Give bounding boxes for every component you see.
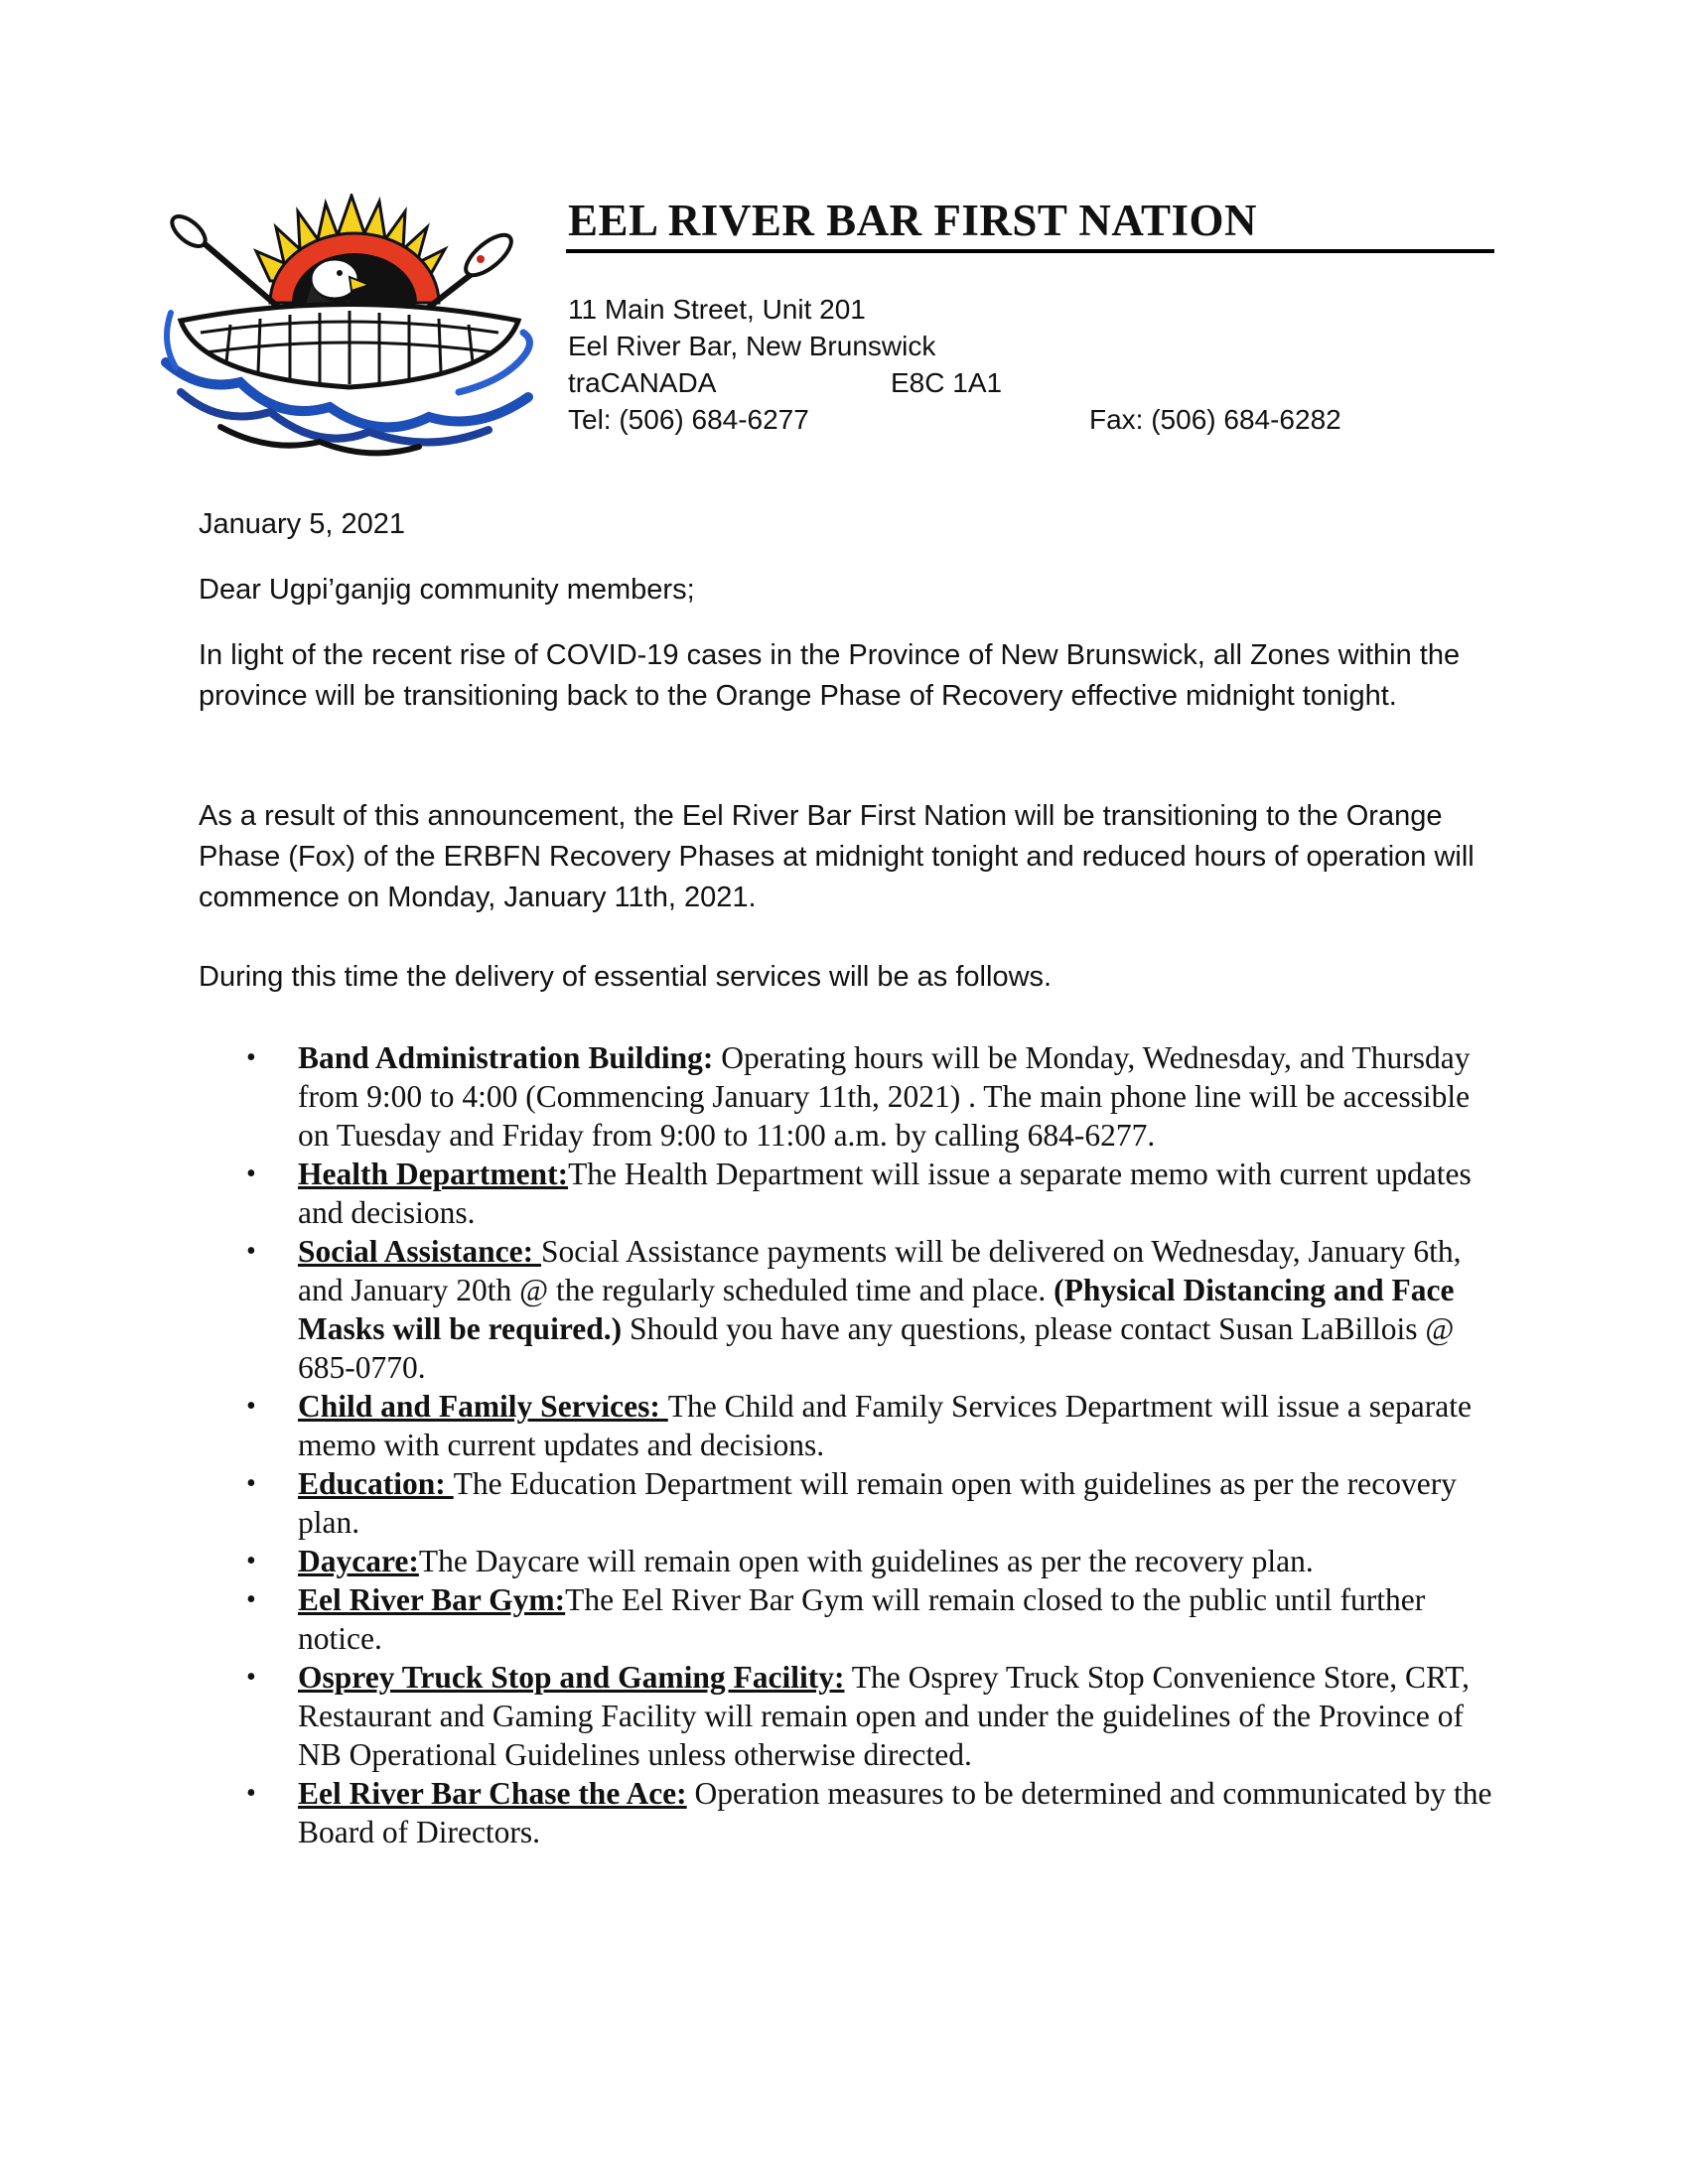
list-item-chase-the-ace (199, 1774, 1499, 1851)
service-text: Operation measures to be determined and communicated by the Board of Directors. (298, 1776, 1492, 1849)
address-country: traCANADA (568, 367, 717, 398)
service-text: The Eel River Bar Gym will remain closed to the public until further notice. (298, 1582, 1426, 1656)
canoe-icon (181, 305, 518, 388)
service-label: Daycare: (298, 1544, 419, 1578)
address-line-1: 11 Main Street, Unit 201 (568, 294, 866, 325)
service-text-contact: Should you have any questions, please contact Susan LaBillois @ 685-0770. (298, 1311, 1455, 1385)
list-item-gym (199, 1580, 1499, 1658)
fax-number: Fax: (506) 684-6282 (1089, 404, 1341, 435)
list-item-social-assistance (199, 1232, 1499, 1387)
service-text: The Child and Family Services Department will issue a separate memo with current updates and decisions. (298, 1389, 1472, 1462)
list-item-education (199, 1464, 1499, 1542)
service-label: Eel River Bar Gym: (298, 1582, 566, 1617)
letter-salutation: Dear Ugpi’ganjig community members; (199, 574, 695, 606)
service-text: The Health Department will issue a separate memo with current updates and decisions. (298, 1157, 1472, 1230)
title-divider (566, 249, 1494, 253)
service-label: Band Administration Building: (298, 1040, 714, 1075)
organization-name: EEL RIVER BAR FIRST NATION (568, 196, 1257, 245)
service-text: Operating hours will be Monday, Wednesday, and Thursday from 9:00 to 4:00 (Commencing January 11th, 2021) . The main phone line will be accessible on Tuesday and Friday from 9:00 to 11:00 a.m. by calling 684-6277. (298, 1040, 1471, 1153)
service-text: Social Assistance payments will be delivered on Wednesday, January 6th, and January 20th @ the regularly scheduled time and place. (298, 1234, 1462, 1307)
service-text: The Osprey Truck Stop Convenience Store, CRT, Restaurant and Gaming Facility will remain open and under the guidelines of the Province of NB Operational Guidelines unless otherwise directed. (298, 1660, 1470, 1772)
letter-date: January 5, 2021 (199, 508, 405, 540)
essential-services-list (199, 1038, 1499, 1851)
service-label: Health Department: (298, 1157, 569, 1191)
list-item-band-administration (199, 1038, 1499, 1155)
service-text: The Daycare will remain open with guidelines as per the recovery plan. (418, 1544, 1314, 1578)
service-label: Social Assistance: (298, 1234, 542, 1269)
service-label: Child and Family Services: (298, 1389, 668, 1424)
list-item-daycare (199, 1542, 1499, 1580)
paragraph-orange-phase: In light of the recent rise of COVID-19 cases in the Province of New Brunswick, all Zones within the province will be transitioning back to the Orange Phase of Recovery effective midnight tonight. (199, 639, 1461, 712)
paragraph-transition: As a result of this announcement, the Eel River Bar First Nation will be transitioning to the Orange Phase (Fox) of the ERBFN Recovery Phases at midnight tonight and reduced hours of operation will commence on Monday, January 11th, 2021. (199, 800, 1475, 913)
list-item-child-family-services (199, 1387, 1499, 1464)
address-line-2: Eel River Bar, New Brunswick (568, 331, 936, 361)
telephone-number: Tel: (506) 684-6277 (568, 404, 809, 435)
service-text: The Education Department will remain open with guidelines as per the recovery plan. (298, 1466, 1457, 1540)
first-nation-logo (161, 194, 543, 462)
address-postal-code: E8C 1A1 (891, 367, 1003, 398)
paragraph-services-intro: During this time the delivery of essential services will be as follows. (199, 961, 1053, 993)
service-notice: (Physical Distancing and Face Masks will be required.) (298, 1273, 1455, 1346)
service-label: Eel River Bar Chase the Ace: (298, 1776, 687, 1811)
service-label: Education: (298, 1466, 454, 1501)
list-item-osprey-truck-stop (199, 1658, 1499, 1774)
list-item-health-department (199, 1155, 1499, 1232)
service-label: Osprey Truck Stop and Gaming Facility: (298, 1660, 845, 1695)
